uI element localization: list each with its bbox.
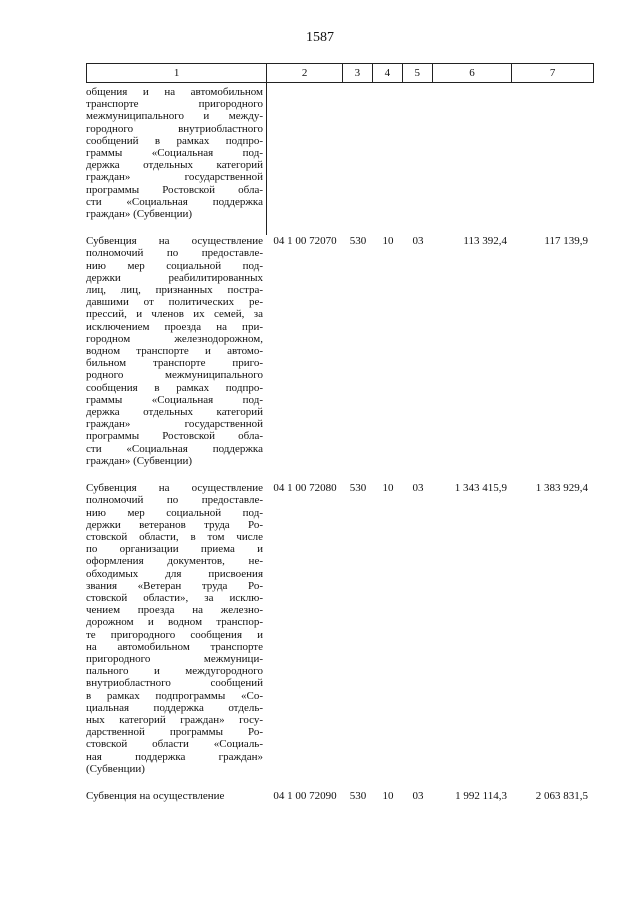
description-line: держки реабилитированных <box>86 271 263 284</box>
description-line: Субвенция на осуществление <box>86 789 225 802</box>
description-line: держка отдельных категорий <box>86 406 263 419</box>
amount-year-2: 2 063 831,5 <box>535 789 588 802</box>
budget-code: 04 1 00 72090 <box>273 789 337 802</box>
description-line: сообщения в рамках подпро- <box>86 381 263 394</box>
row-description <box>86 790 267 802</box>
column-header: 7 <box>549 67 556 79</box>
section-code: 10 <box>382 235 394 248</box>
budget-code <box>267 86 343 220</box>
section-code: 10 <box>382 789 394 802</box>
description-line: нию мер социальной под- <box>86 259 263 272</box>
description-line: те пригородного сообщения и <box>86 628 263 641</box>
table-row <box>86 235 594 467</box>
expense-type: 530 <box>349 235 367 248</box>
amount-year-2: 1 383 929,4 <box>535 482 588 495</box>
description-line: циальная поддержка отдель- <box>86 701 263 714</box>
column-header: 3 <box>343 64 373 82</box>
amount-year-1: 1 343 415,9 <box>454 482 507 495</box>
row-description <box>86 235 267 467</box>
description-line: граждан» (Субвенции) <box>86 208 193 221</box>
table-row <box>86 790 594 802</box>
description-line: давшими от политических ре- <box>86 296 263 309</box>
amount-year-1 <box>433 86 513 220</box>
description-line: на автомобильном транспорте <box>86 640 263 653</box>
description-line: граммы «Социальная под- <box>86 147 263 160</box>
description-line: ная поддержка граждан» <box>86 750 263 763</box>
expense-type: 530 <box>349 789 367 802</box>
description-line: Субвенция на осуществление <box>86 235 263 248</box>
description-line: прессий, и членов их семей, за <box>86 308 263 321</box>
column-header: 4 <box>373 64 403 82</box>
description-line: транспорте пригородного <box>86 98 263 111</box>
column-header: 1 <box>87 64 267 82</box>
budget-code: 04 1 00 72070 <box>273 235 337 248</box>
description-line: стовской области, в том числе <box>86 530 263 543</box>
row-description <box>86 86 267 220</box>
description-line: стовской области», за исклю- <box>86 591 263 604</box>
description-line: сообщений в рамках подпро- <box>86 134 263 147</box>
expense-type <box>343 86 373 220</box>
description-line: лиц, лиц, признанных постра- <box>86 284 263 297</box>
description-line: держка отдельных категорий <box>86 159 263 172</box>
description-line: ных категорий граждан» госу- <box>86 713 263 726</box>
description-line: оформления документов, не- <box>86 555 263 568</box>
description-line: в рамках подпрограммы «Со- <box>86 689 263 702</box>
amount-year-1: 113 392,4 <box>463 235 507 248</box>
description-line: обходимых для присвоения <box>86 567 263 580</box>
table-row <box>86 86 594 220</box>
description-line: (Субвенции) <box>86 762 145 775</box>
description-line: звания «Ветеран труда Ро- <box>86 579 263 592</box>
amount-year-2: 117 139,9 <box>544 235 588 248</box>
subsection-code <box>403 86 433 220</box>
column-header: 5 <box>403 64 433 82</box>
row-description <box>86 482 267 775</box>
description-line: дорожном и водном транспор- <box>86 616 263 629</box>
table-body <box>86 86 594 817</box>
description-line: пригородного межмуници- <box>86 652 263 665</box>
expense-type: 530 <box>349 482 367 495</box>
column-header: 6 <box>433 64 513 82</box>
description-line: чением проезда на железно- <box>86 604 263 617</box>
description-line: программы Ростовской обла- <box>86 183 263 196</box>
description-line: граждан» (Субвенции) <box>86 454 193 467</box>
description-line: городном железнодорожном, <box>86 332 263 345</box>
description-line: по организации приема и <box>86 543 263 556</box>
description-line: граждан» государственной <box>86 171 263 184</box>
description-line: держки ветеранов труда Ро- <box>86 518 263 531</box>
description-line: полномочий по предоставле- <box>86 247 263 260</box>
description-line: пального и междугородного <box>86 665 263 678</box>
description-line: общения и на автомобильном <box>86 86 263 98</box>
section-code <box>373 86 403 220</box>
description-line: исключением проезда на при- <box>86 320 263 333</box>
description-line: внутриобластного сообщений <box>86 677 263 690</box>
description-line: сти «Социальная поддержка <box>86 442 263 455</box>
description-line: программы Ростовской обла- <box>86 430 263 443</box>
table-row <box>86 482 594 775</box>
amount-year-2 <box>513 86 594 220</box>
description-line: нию мер социальной под- <box>86 506 263 519</box>
section-code: 10 <box>382 482 394 495</box>
description-line: родного межмуниципального <box>86 369 263 382</box>
subsection-code: 03 <box>412 235 424 248</box>
description-line: стовской области «Социаль- <box>86 738 263 751</box>
description-line: межмуниципального и между- <box>86 110 263 123</box>
description-line: полномочий по предоставле- <box>86 494 263 507</box>
column-header: 2 <box>267 64 343 82</box>
budget-code: 04 1 00 72080 <box>273 482 337 495</box>
amount-year-1: 1 992 114,3 <box>455 789 507 802</box>
subsection-code: 03 <box>412 482 424 495</box>
description-line: граждан» государственной <box>86 418 263 431</box>
subsection-code: 03 <box>412 789 424 802</box>
description-line: водном транспорте и автомо- <box>86 345 263 358</box>
page-number: 1587 <box>306 30 334 45</box>
description-line: бильном транспорте приго- <box>86 357 263 370</box>
description-line: граммы «Социальная под- <box>86 393 263 406</box>
description-line: сти «Социальная поддержка <box>86 195 263 208</box>
description-line: городного внутриобластного <box>86 122 263 135</box>
description-line: Субвенция на осуществление <box>86 482 263 495</box>
description-line: дарственной программы Ро- <box>86 726 263 739</box>
table-header <box>86 63 594 83</box>
